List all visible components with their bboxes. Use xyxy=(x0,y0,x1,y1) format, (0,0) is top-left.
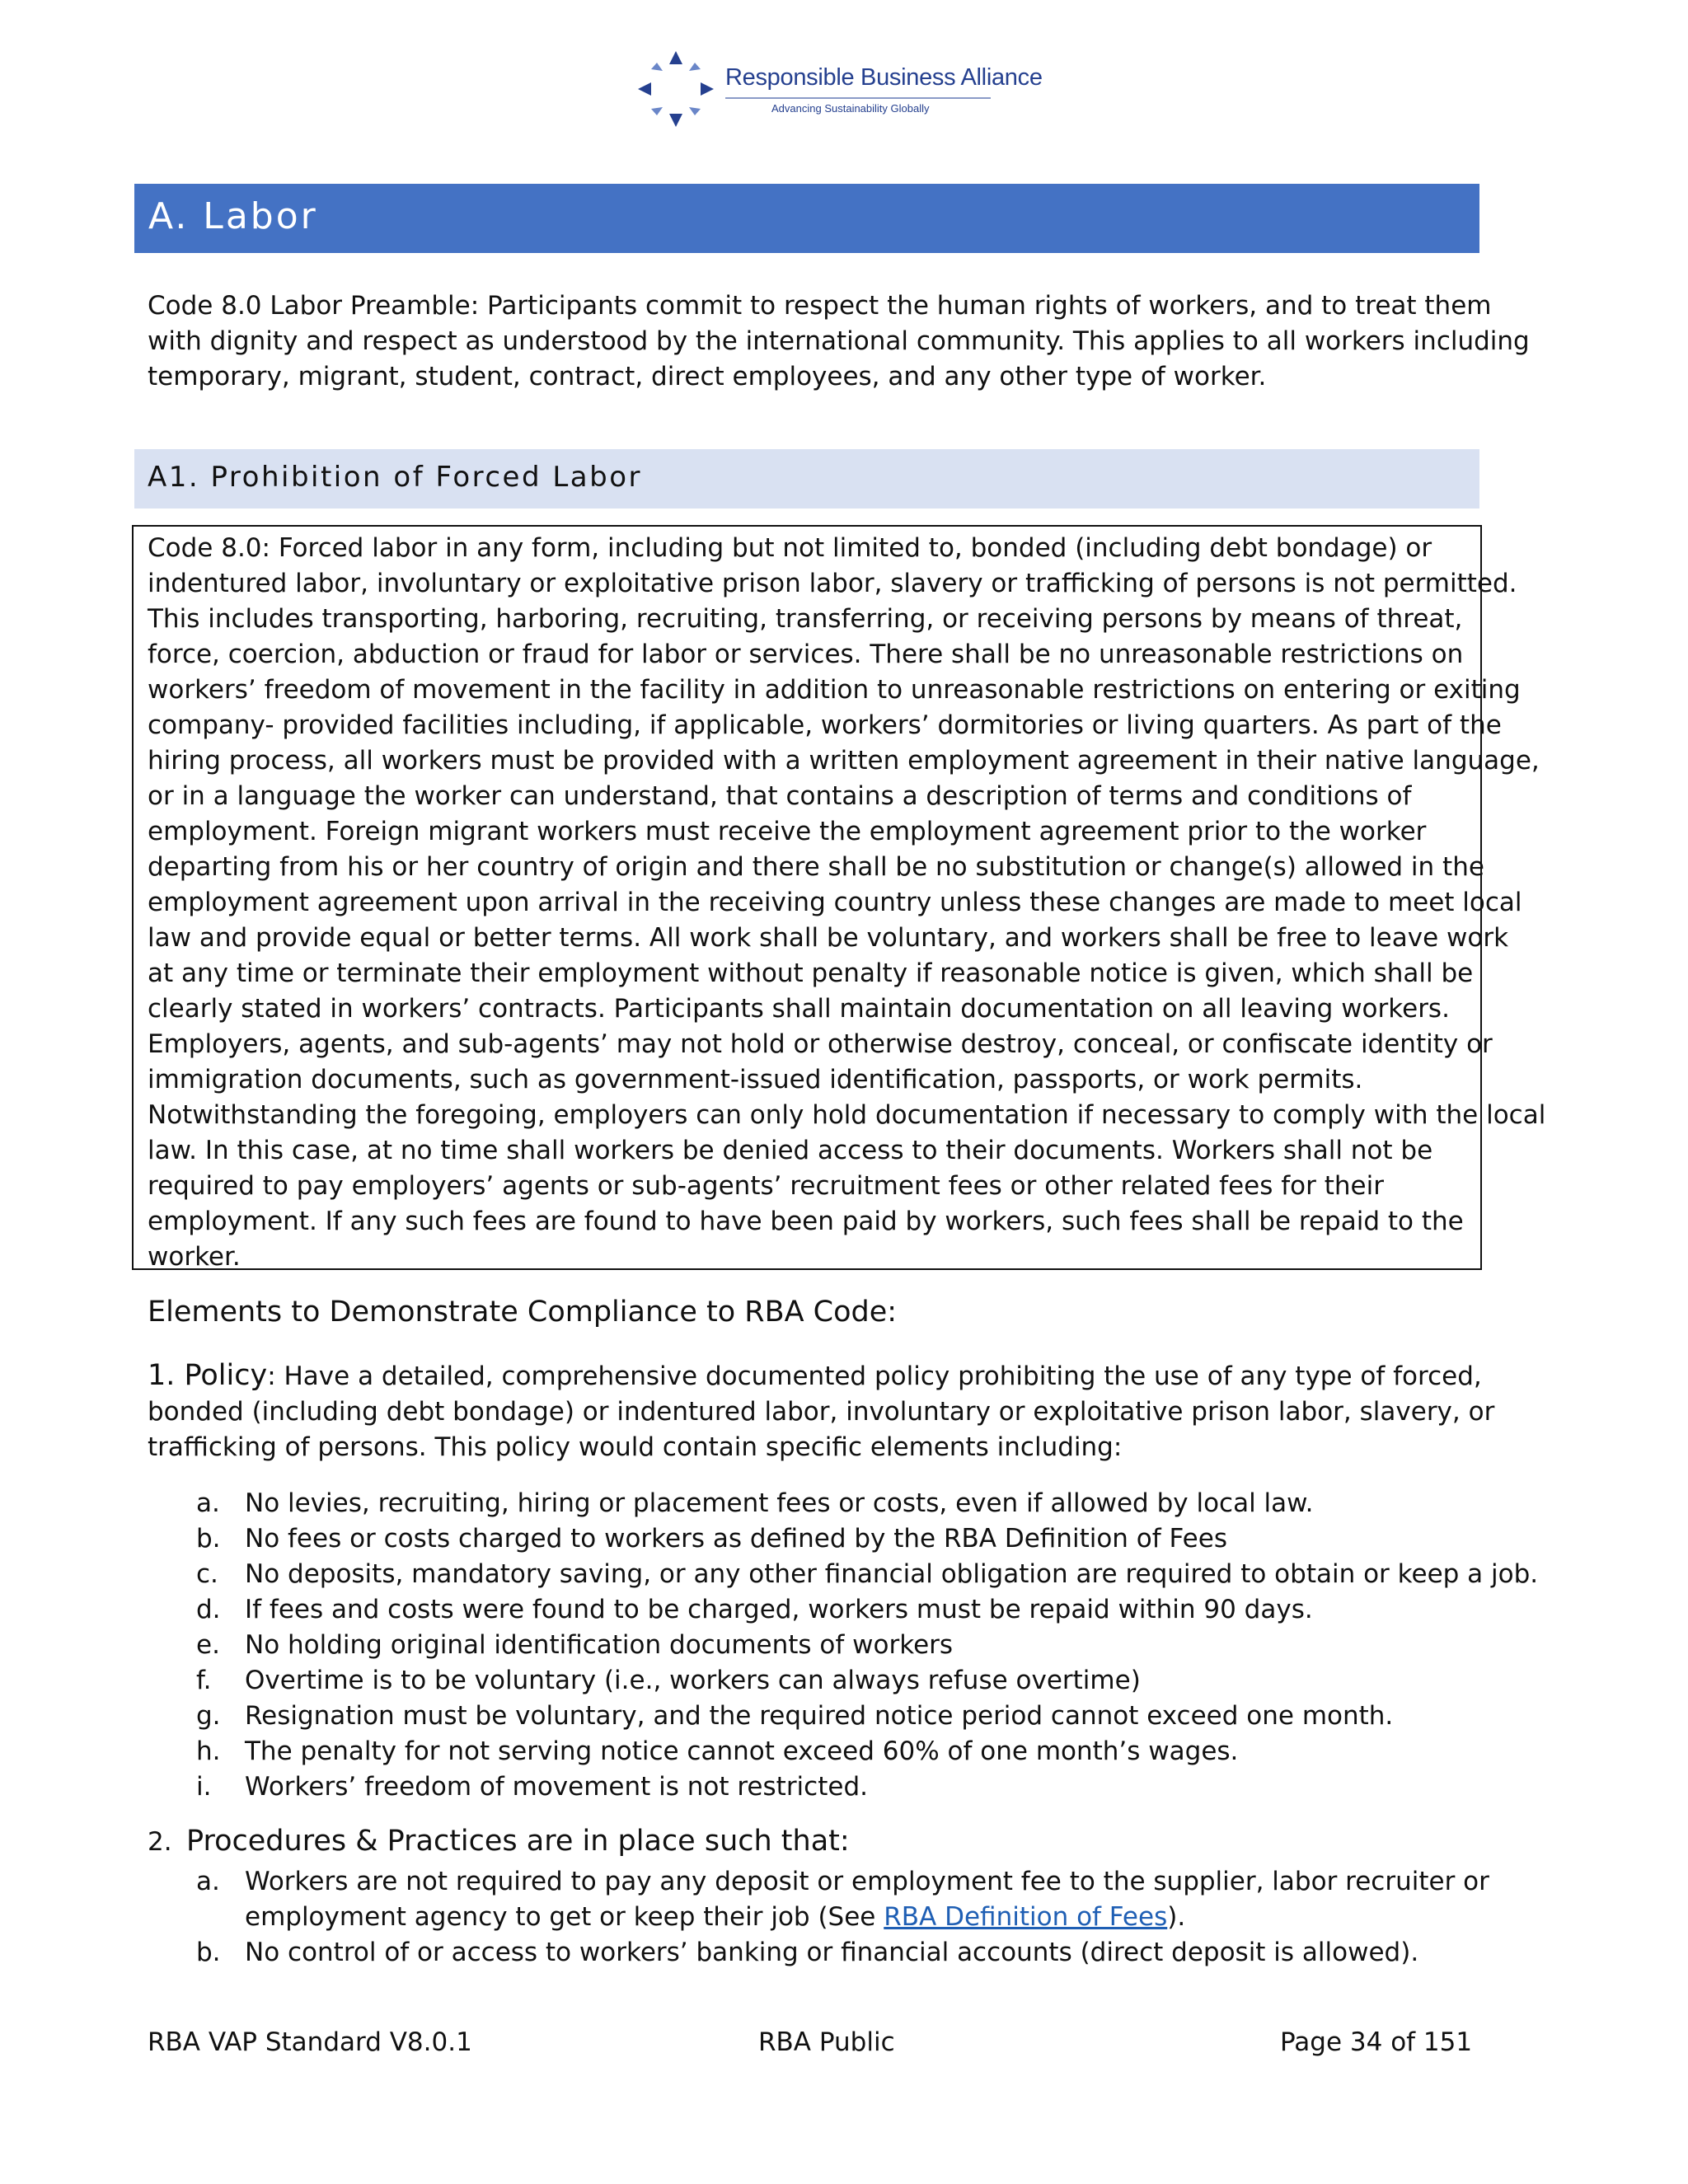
list-text-line: ). xyxy=(1167,1902,1186,1932)
list-marker: i. xyxy=(196,1772,212,1802)
rba-logo xyxy=(635,48,1043,130)
code-line: employment agreement upon arrival in the receiving country unless these changes are made to meet local xyxy=(148,888,1522,917)
preamble-line: with dignity and respect as understood by the international community. This applies to all workers including xyxy=(148,326,1530,356)
code-line: clearly stated in workers’ contracts. Participants shall maintain documentation on all leaving workers. xyxy=(148,994,1450,1024)
code-line: departing from his or her country of origin and there shall be no substitution or change(s) allowed in the xyxy=(148,852,1484,882)
list-text: No fees or costs charged to workers as defined by the RBA Definition of Fees xyxy=(245,1524,1227,1554)
code-line: Code 8.0: Forced labor in any form, including but not limited to, bonded (including debt bondage) or xyxy=(148,533,1432,563)
list-text: Resignation must be voluntary, and the required notice period cannot exceed one month. xyxy=(245,1701,1394,1731)
list-item xyxy=(196,1734,1482,1769)
footer-document-name: RBA VAP Standard V8.0.1 xyxy=(148,2027,472,2057)
list-item xyxy=(196,1663,1482,1699)
labor-preamble xyxy=(148,288,1530,395)
list-item xyxy=(196,1628,1482,1663)
logo-org-name: Responsible Business Alliance xyxy=(725,64,1043,91)
code-line: workers’ freedom of movement in the facility in addition to unreasonable restrictions on entering or exiting xyxy=(148,675,1521,705)
list-marker: b. xyxy=(196,1938,221,1967)
list-text: If fees and costs were found to be charged, workers must be repaid within 90 days. xyxy=(245,1595,1313,1624)
code-text-box xyxy=(132,525,1546,1272)
code-line: at any time or terminate their employment without penalty if reasonable notice is given, which shall be xyxy=(148,958,1474,988)
list-item xyxy=(196,1592,1482,1628)
procedures-list xyxy=(196,1864,1489,1971)
list-marker: f. xyxy=(196,1666,212,1695)
code-line: law. In this case, at no time shall workers be denied access to their documents. Workers shall not be xyxy=(148,1136,1433,1165)
list-text-line: employment agency to get or keep their job (See xyxy=(245,1902,884,1932)
code-line: worker. xyxy=(148,1242,241,1272)
list-marker: a. xyxy=(196,1867,220,1896)
code-line: Employers, agents, and sub-agents’ may not hold or otherwise destroy, conceal, or confiscate identity or xyxy=(148,1029,1493,1059)
code-line: law and provide equal or better terms. All work shall be voluntary, and workers shall be free to leave work xyxy=(148,923,1509,953)
rba-definition-of-fees-link[interactable]: RBA Definition of Fees xyxy=(884,1902,1168,1932)
policy-line: trafficking of persons. This policy would contain specific elements including: xyxy=(148,1432,1123,1462)
code-text xyxy=(148,531,1545,1275)
rba-compass-icon xyxy=(635,48,717,130)
list-text: No levies, recruiting, hiring or placement fees or costs, even if allowed by local law. xyxy=(245,1488,1314,1518)
footer-page-number: Page 34 of 151 xyxy=(1280,2027,1473,2057)
list-item xyxy=(196,1864,1489,1935)
list-item xyxy=(196,1486,1482,1521)
list-text: Overtime is to be voluntary (i.e., workers can always refuse overtime) xyxy=(245,1666,1141,1695)
procedures-number: 2. xyxy=(148,1827,172,1857)
list-item xyxy=(196,1699,1482,1734)
procedures-heading xyxy=(148,1825,850,1858)
code-line: indentured labor, involuntary or exploitative prison labor, slavery or trafficking of persons is not permitted. xyxy=(148,569,1517,598)
subsection-title: A1. Prohibition of Forced Labor xyxy=(148,461,643,494)
code-line: hiring process, all workers must be provided with a written employment agreement in their native language, xyxy=(148,746,1540,776)
list-marker: a. xyxy=(196,1488,220,1518)
code-line: Notwithstanding the foregoing, employers can only hold documentation if necessary to comply with the local xyxy=(148,1100,1546,1130)
list-marker: h. xyxy=(196,1736,221,1766)
list-item xyxy=(196,1935,1482,1971)
subsection-heading-bar xyxy=(134,449,1479,509)
list-text: The penalty for not serving notice cannot exceed 60% of one month’s wages. xyxy=(245,1736,1239,1766)
list-text-line: Workers are not required to pay any deposit or employment fee to the supplier, labor recruiter or xyxy=(245,1867,1489,1896)
policy-paragraph xyxy=(148,1358,1494,1465)
list-item xyxy=(196,1769,1482,1805)
preamble-line: temporary, migrant, student, contract, direct employees, and any other type of worker. xyxy=(148,362,1267,391)
list-text: No holding original identification documents of workers xyxy=(245,1630,954,1660)
list-marker: e. xyxy=(196,1630,220,1660)
list-marker: b. xyxy=(196,1524,221,1554)
list-marker: c. xyxy=(196,1559,218,1589)
list-item xyxy=(196,1521,1482,1557)
policy-line: : Have a detailed, comprehensive documented policy prohibiting the use of any type of forced, xyxy=(267,1361,1482,1391)
list-text: No control of or access to workers’ banking or financial accounts (direct deposit is allowed). xyxy=(245,1938,1419,1967)
logo-divider xyxy=(725,97,991,99)
code-line: immigration documents, such as government-issued identification, passports, or work permits. xyxy=(148,1065,1363,1094)
logo-tagline: Advancing Sustainability Globally xyxy=(771,102,930,115)
preamble-line: Code 8.0 Labor Preamble: Participants commit to respect the human rights of workers, and to treat them xyxy=(148,291,1492,321)
code-line: required to pay employers’ agents or sub-agents’ recruitment fees or other related fees for their xyxy=(148,1171,1384,1201)
code-line: or in a language the worker can understand, that contains a description of terms and conditions of xyxy=(148,781,1412,811)
list-marker: d. xyxy=(196,1595,221,1624)
list-item xyxy=(196,1557,1539,1592)
code-line: employment. If any such fees are found to have been paid by workers, such fees shall be repaid to the xyxy=(148,1207,1464,1236)
policy-line: bonded (including debt bondage) or indentured labor, involuntary or exploitative prison labor, slavery, or xyxy=(148,1397,1495,1427)
section-heading-bar xyxy=(134,184,1479,253)
code-line: employment. Foreign migrant workers must receive the employment agreement prior to the worker xyxy=(148,817,1427,846)
compliance-heading: Elements to Demonstrate Compliance to RBA Code: xyxy=(148,1296,898,1329)
list-text xyxy=(245,1864,1489,1935)
code-line: force, coercion, abduction or fraud for labor or services. There shall be no unreasonable restrictions on xyxy=(148,640,1464,669)
list-text: No deposits, mandatory saving, or any other financial obligation are required to obtain or keep a job. xyxy=(245,1559,1539,1589)
section-title: A. Labor xyxy=(148,195,318,237)
procedures-title: Procedures & Practices are in place such that: xyxy=(186,1825,850,1858)
policy-label: 1. Policy xyxy=(148,1359,268,1392)
code-line: company- provided facilities including, if applicable, workers’ dormitories or living quarters. As part of the xyxy=(148,710,1502,740)
policy-elements-list xyxy=(196,1486,1539,1805)
list-marker: g. xyxy=(196,1701,221,1731)
code-line: This includes transporting, harboring, recruiting, transferring, or receiving persons by means of threat, xyxy=(148,604,1463,634)
footer-classification: RBA Public xyxy=(758,2027,895,2057)
list-text: Workers’ freedom of movement is not restricted. xyxy=(245,1772,868,1802)
